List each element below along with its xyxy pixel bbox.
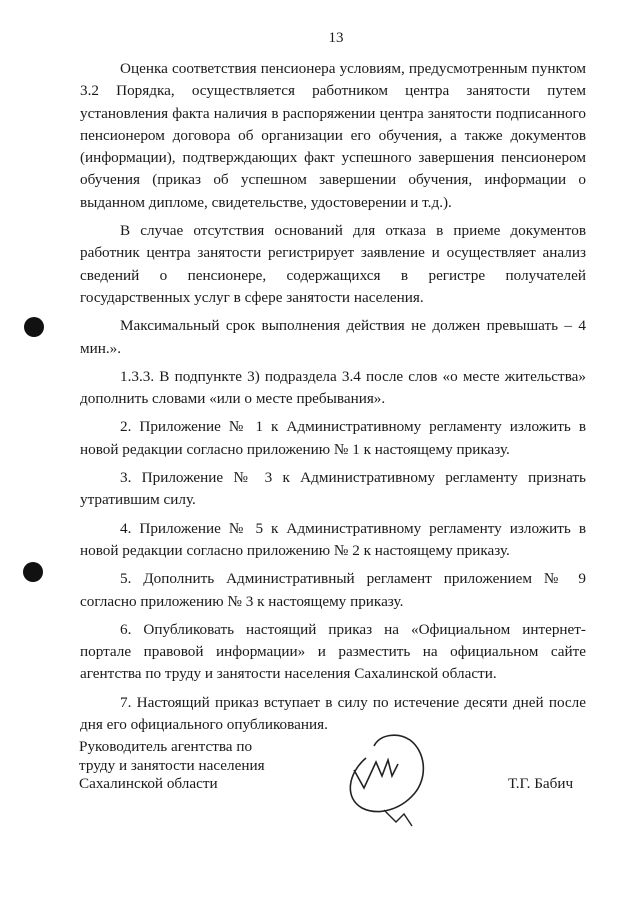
punch-hole	[23, 562, 43, 582]
paragraph: 7. Настоящий приказ вступает в силу по истечение десяти дней после дня его официального опубликования.	[80, 693, 586, 734]
signatory-title-line: Сахалинской области	[79, 775, 218, 792]
page-number: 13	[328, 30, 344, 46]
signatory-title	[79, 738, 265, 794]
paragraph: 1.3.3. В подпункте 3) подраздела 3.4 после слов «о месте жительства» дополнить словами «или о месте пребывания».	[80, 367, 586, 408]
paragraph: 5. Дополнить Административный регламент приложением № 9 согласно приложению № 3 к настоящему приказу.	[80, 570, 586, 610]
paragraph: 3. Приложение № 3 к Административному регламенту признать утратившим силу.	[80, 469, 586, 509]
paragraph: Максимальный срок выполнения действия не должен превышать – 4 мин.».	[80, 317, 586, 357]
paragraph: В случае отсутствия оснований для отказа в приеме документов работник центра занятости регистрирует заявление и осуществляет анализ сведений о пенсионере, содержащихся в регистре получателей государственных услуг в сфере занятости населения.	[80, 222, 586, 306]
document-body	[80, 58, 586, 742]
signer-name: Т.Г. Бабич	[508, 775, 574, 792]
signatory-title-line: Руководитель агентства по	[79, 738, 253, 755]
paragraph: Оценка соответствия пенсионера условиям, предусмотренным пунктом 3.2 Порядка, осуществляется работником центра занятости путем установления факта наличия в распоряжении центра занятости подписанного пенсионером договора об организации его обучения, а также документов (информации), подтверждающих факт успешного завершения пенсионером обучения (приказ об успешном завершении обучения, информации о выданном дипломе, свидетельстве, удостоверении и т.д.).	[80, 60, 586, 211]
signatory-title-line: труду и занятости населения	[79, 756, 265, 774]
punch-hole	[24, 317, 44, 337]
paragraph: 2. Приложение № 1 к Административному регламенту изложить в новой редакции согласно приложению № 1 к настоящему приказу.	[80, 418, 586, 458]
paragraph: 4. Приложение № 5 к Административному регламенту изложить в новой редакции согласно приложению № 2 к настоящему приказу.	[80, 519, 586, 559]
paragraph: 6. Опубликовать настоящий приказ на «Официальном интернет-портале правовой информации» и разместить на официальном сайте агентства по труду и занятости населения Сахалинской области.	[80, 620, 586, 683]
handwritten-signature	[330, 718, 440, 828]
